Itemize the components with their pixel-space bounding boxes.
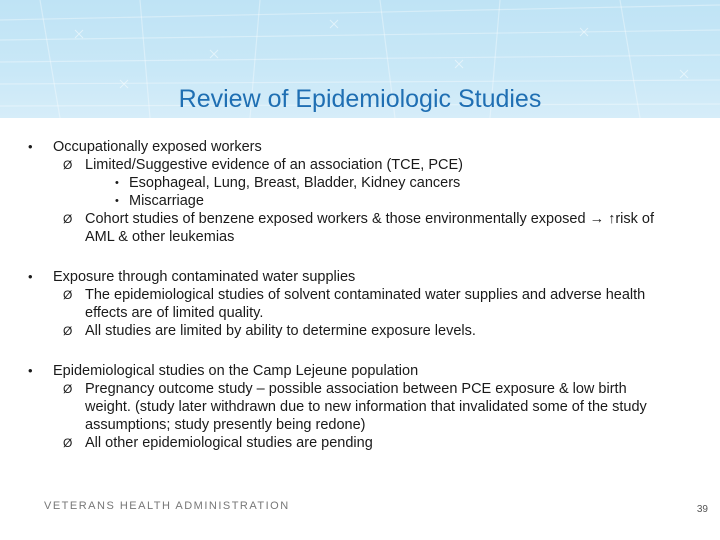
section-occupational [0,138,720,246]
section-heading: Epidemiological studies on the Camp Lejeune population [53,363,419,379]
list-item-text: Cohort studies of benzene exposed workers & those environmentally exposed → ↑risk of AML & other leukemias [85,211,655,245]
arrow-bullet-icon: Ø [63,158,73,172]
bullet-icon: • [115,195,119,207]
list-item [115,192,720,210]
list-item [53,210,720,246]
list-item [53,156,720,174]
bullet-icon: • [28,363,33,378]
list-item [115,174,720,192]
section-heading: Exposure through contaminated water supplies [53,269,356,285]
section-water-supplies [0,268,720,340]
list-item-text: All studies are limited by ability to determine exposure levels. [85,323,476,339]
list-item-text: Pregnancy outcome study – possible association between PCE exposure & low birth weight. (study later withdrawn due to new information that invalidated some of the study assumptions; study presently being redone) [85,381,647,433]
arrow-bullet-icon: Ø [63,288,73,302]
list-item [53,286,720,322]
list-item [53,434,720,452]
list-item-text: The epidemiological studies of solvent contaminated water supplies and adverse health effects are of limited quality. [85,287,646,321]
footer-organization: VETERANS HEALTH ADMINISTRATION [44,500,290,512]
bullet-icon: • [115,177,119,189]
list-item-text: Limited/Suggestive evidence of an association (TCE, PCE) [85,157,463,173]
list-item [53,380,720,434]
header-banner [0,0,720,118]
page-number: 39 [696,504,708,515]
arrow-bullet-icon: Ø [63,324,73,338]
list-item-text: Esophageal, Lung, Breast, Bladder, Kidney cancers [129,175,461,191]
list-item-text: All other epidemiological studies are pending [85,435,373,451]
page-title: Review of Epidemiologic Studies [178,85,542,113]
arrow-bullet-icon: Ø [63,382,73,396]
section-camp-lejeune [0,362,720,452]
slide-content [0,138,720,474]
arrow-bullet-icon: Ø [63,436,73,450]
list-item-text: Miscarriage [129,193,204,209]
section-heading: Occupationally exposed workers [53,139,262,155]
arrow-bullet-icon: Ø [63,212,73,226]
list-item [53,322,720,340]
bullet-icon: • [28,269,33,284]
bullet-icon: • [28,139,33,154]
